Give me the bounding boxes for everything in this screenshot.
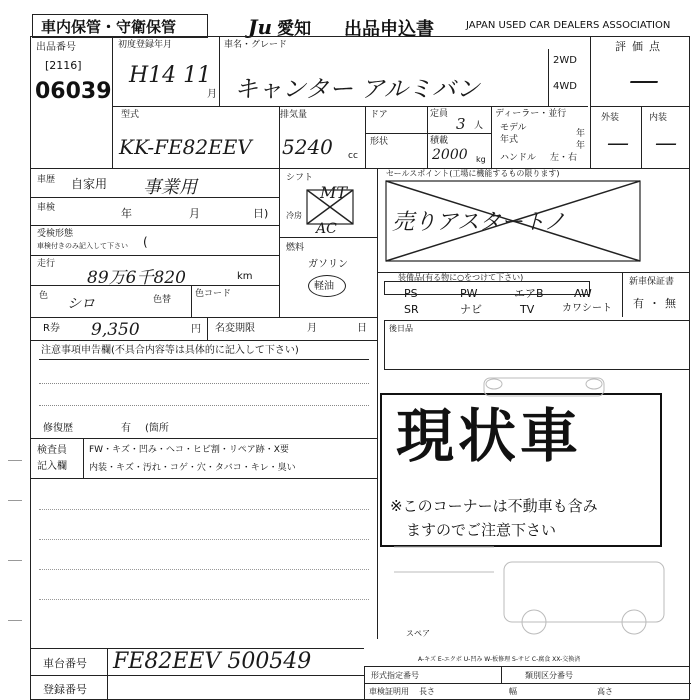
selling-point-strike-icon [382,177,644,265]
inspection-year: 年 [121,207,132,220]
capacity-unit: 人 [474,121,484,131]
lot-number: 06039 [35,79,112,104]
selling-point-value: 売りアスタートノ [392,210,566,235]
shift-crossbox-icon [306,189,354,225]
car-diagram-icon [384,372,690,648]
exterior-label: 外装 [601,113,620,123]
repair-detail: (箇所 [145,423,169,434]
warranty-no[interactable]: 無 [665,297,676,310]
color-change-label: 色替 [153,295,172,305]
model-spec-label: 形式指定番号 [371,671,419,680]
width-label: 幅 [509,687,517,696]
selling-point-header: セールスポイント(工場に機能するもの限ります) [386,169,560,178]
model-value: KK-FE82EEV [119,135,252,159]
chassis-value: FE82EEV 500549 [113,649,312,674]
spare-label: スペア [406,629,430,638]
logo-city: 愛知 [277,19,312,39]
score-value: — [629,63,659,98]
year-label: 年式 [500,135,519,145]
door-label: ドア [370,110,388,120]
shift-value: MT [320,183,348,202]
drive-2wd[interactable]: 2WD [553,55,577,66]
equipment-ps[interactable]: PS [404,287,418,300]
chassis-label: 車台番号 [43,657,87,670]
warranty-label: 新車保証書 [629,277,675,287]
displacement-cell [280,107,366,169]
lot-label: 出品番号 [36,42,76,53]
association-name: JAPAN USED CAR DEALERS ASSOCIATION [466,20,671,31]
damage-legend: A-キズ E-エクボ U-凹み W-板修理 S-サビ C-腐食 XX-交換済 [418,656,581,663]
model-year-unit: 年 [576,129,586,139]
first-reg-label: 初度登録年月 [118,40,173,50]
shape-label: 形状 [370,137,389,147]
equipment-pw[interactable]: PW [460,287,478,300]
recycle-unit: 円 [191,324,201,335]
bottom-spec-table [364,666,690,700]
recycle-row [31,317,378,341]
fuel-circle [308,275,346,297]
equipment-seat[interactable]: カワシート [562,303,612,314]
recycle-label: R券 [43,323,60,334]
lot-code: [2116] [45,59,82,72]
history-private[interactable]: 自家用 [71,177,108,191]
after-sale-box [384,320,690,370]
equipment-airbag[interactable]: エアB [514,287,544,300]
logo-mark: Ju [248,15,273,39]
inspector-label-2: 記入欄 [37,461,67,472]
repair-label: 修復歴 [43,423,73,434]
load-value: 2000 [432,147,468,163]
color-code-label: 色コード [195,289,232,299]
fuel-label: 燃料 [286,243,305,253]
recycle-value: 9,350 [91,320,140,340]
warranty-yes[interactable]: 有 [633,297,644,310]
score-cell [590,37,690,107]
height-label: 高さ [597,687,613,696]
warranty-block [622,273,690,317]
handle-value: 左・右 [550,153,578,163]
fuel-gasoline[interactable]: ガソリン [308,259,348,270]
first-reg-cell [113,37,220,107]
displacement-value: 5240 [282,135,333,159]
equipment-header: 装備品(有る物に○をつけて下さい) [398,273,524,282]
car-name-label: 車名・グレード [224,40,288,50]
capacity-label: 定員 [430,109,449,119]
dealer-cell [492,107,590,169]
equipment-tv[interactable]: TV [520,303,535,316]
shift-block [280,169,378,317]
registration-label: 登録番号 [43,683,87,696]
first-reg-value: H14 11 [129,63,212,88]
capacity-cell [428,107,492,169]
receipt-note: 車検付きのみ記入して下さい [37,242,128,250]
cert-label: 車検証明用 [369,687,409,696]
exterior-value: — [607,131,629,156]
inspector-row-1: FW・キズ・凹み・ヘコ・ヒビ割・リペア跡・X要 [89,445,289,455]
name-change-month: 月 [307,323,317,334]
mileage-unit: km [237,271,253,282]
name-change-label: 名変期限 [215,323,255,334]
interior-value: — [655,131,677,156]
history-business[interactable]: 事業用 [143,177,197,198]
door-shape-cell [366,107,428,169]
history-block [31,169,280,317]
form-title: 出品申込書 [344,19,434,40]
load-unit: kg [476,155,486,164]
model-cell [113,107,280,169]
equipment-block [378,273,622,317]
drive-4wd[interactable]: 4WD [553,81,577,92]
notice-line-1: ※このコーナーは不動車も含み [390,497,598,515]
notes-block [31,341,378,439]
receipt-open: ( [143,235,148,249]
interior-label: 内装 [649,113,668,123]
warranty-sep: ・ [649,297,660,310]
fuel-light-oil[interactable]: 軽油 [314,281,334,292]
load-label: 積載 [430,136,449,146]
car-name-value: キャンター アルミバン [234,75,480,103]
model-year-label: モデル [500,123,527,133]
handle-label: ハンドル [500,153,537,163]
history-label: 車歴 [37,175,56,185]
inspection-month: 月 [189,207,200,220]
dealer-label: ディーラー・並行 [495,109,567,119]
equipment-aw[interactable]: AW [574,287,592,300]
aircon-value: AC [316,221,337,237]
model-label: 型式 [121,110,140,120]
inspection-day: 日) [253,207,269,220]
capacity-value: 3 [456,115,466,133]
lower-left-area [31,479,378,639]
mileage-value: 89万6千820 [87,268,186,288]
displacement-unit: cc [348,151,358,161]
drive-box [548,49,588,107]
after-sale-label: 後日品 [389,324,413,333]
inspector-row-2: 内装・キズ・汚れ・コゲ・穴・タバコ・キレ・臭い [89,463,296,473]
name-change-day: 日 [357,323,367,334]
notes-label: 注意事項申告欄(不具合内容等は具体的に記入して下さい) [41,345,299,356]
left-margin-marks [4,440,28,670]
aircon-label: 冷房 [286,211,302,220]
storage-text: 車内保管・守衛保管 [41,18,177,36]
inspector-label-1: 検査員 [37,445,67,456]
length-label: 長さ [419,687,435,696]
mileage-label: 走行 [37,259,56,269]
color-label: 色 [39,291,49,301]
notice-line-2: ますのでご注意下さい [406,521,557,539]
inspection-label: 車検 [37,203,56,213]
equipment-strike [384,281,590,295]
car-name-cell [220,37,588,107]
score-label: 評価点 [615,40,666,53]
first-reg-unit: 月 [207,89,217,100]
repair-value[interactable]: 有 [121,423,131,434]
type-label: 類別区分番号 [525,671,573,680]
registration-row [31,676,364,700]
color-value: シロ [67,296,95,312]
ext-int-cell [590,107,690,169]
receipt-label: 受検形態 [37,229,74,239]
selling-point-block [378,169,690,273]
equipment-sr[interactable]: SR [404,303,419,316]
chassis-row [31,648,364,676]
shift-label: シフト [286,173,314,183]
notice-title: 現状車 [396,402,583,470]
equipment-navi[interactable]: ナビ [460,303,482,316]
inspector-block [31,439,378,479]
year-unit: 年 [576,141,586,151]
lot-box [31,37,113,169]
displacement-label: 排気量 [280,110,308,120]
storage-label [32,14,208,38]
